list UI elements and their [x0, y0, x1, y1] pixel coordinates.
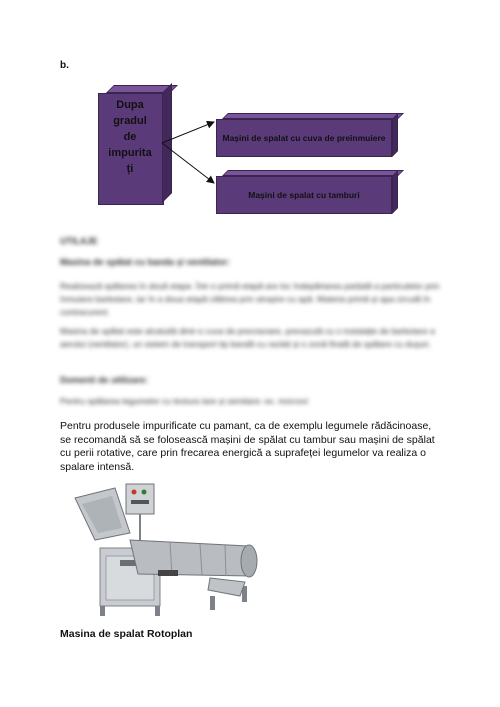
- washing-machine-image: [60, 478, 265, 618]
- image-caption: Masina de spalat Rotoplan: [60, 628, 193, 640]
- blurred-heading-utilaje: UTILAJE: [60, 236, 98, 246]
- blurred-heading-machine: Masina de spălat cu banda și ventilator:: [60, 257, 231, 267]
- blurred-paragraph-2: Masina de spălat este alcatuită dintr-o cuva de preспалare, prevazută cu o instalație de barbotare a aerului (ventilator), un sistem de transport tip bandă cu racleți și o zonă finală de spălare cu dușuri.: [60, 326, 435, 349]
- blurred-heading-domains: Domenii de utilizare:: [60, 375, 149, 385]
- section-label: b.: [60, 60, 69, 71]
- type-box-1: [216, 113, 392, 151]
- body-paragraph: Pentru produsele impurificate cu pamant, ca de exemplu legumele rădăcinoase, se recomandă să se folosească mașini de spălat cu tambur sau mașini de spălat cu perii rotative, care prin frecarea energică a suprafeței legumelor va realiza o spalare intensă.: [60, 420, 435, 473]
- arrow-to-box-1: [162, 122, 214, 143]
- type-box-1-label: Mașini de spalat cu cuva de preînmuiere: [222, 133, 386, 143]
- type-box-2-label: Mașini de spalat cu tamburi: [248, 190, 360, 200]
- arrow-to-box-2: [162, 143, 214, 183]
- blurred-paragraph-3: Pentru spălarea legumelor cu textura tare și semitare: ex. morcovi: [60, 396, 309, 406]
- blurred-paragraph-1: Realizează spălarea în două etape. Într-o primă etapă are loc îndepărtarea parțială a particulelor prin înmuiere barbotare, iar în a doua etapă clătirea prin stropire cu apă. Materia primă și apa circulă în contracurent.: [60, 281, 440, 317]
- category-box-label: Dupa gradul de impurita ți: [108, 99, 152, 175]
- type-box-2: [216, 170, 392, 208]
